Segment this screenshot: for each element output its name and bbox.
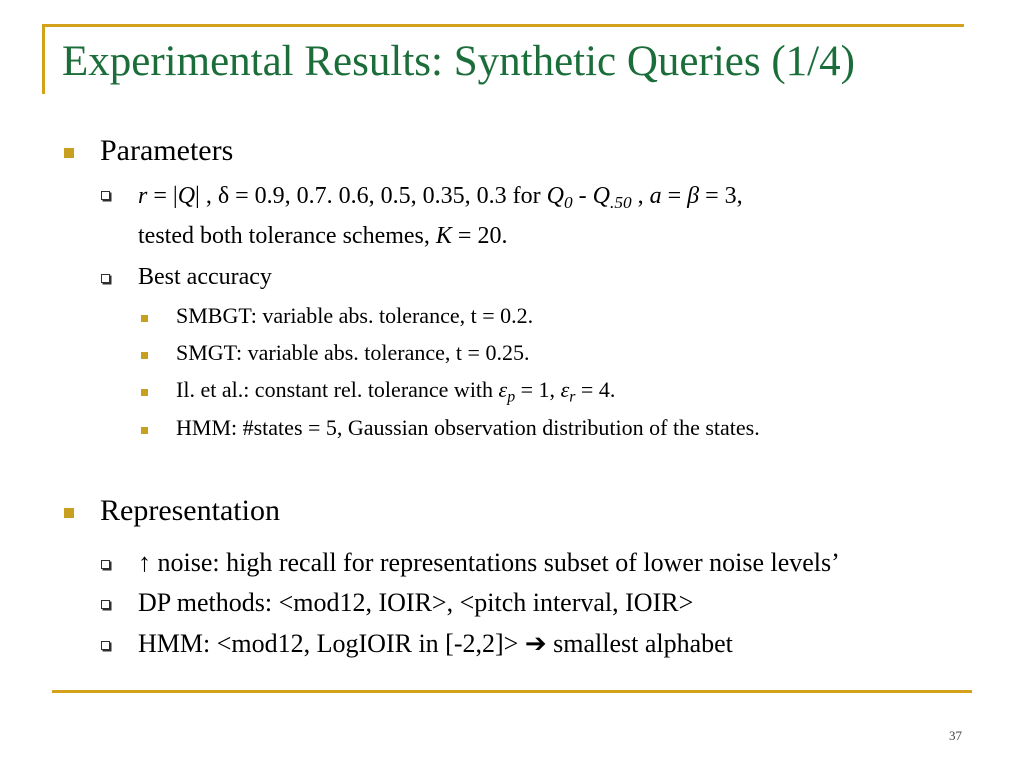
level2-bullet <box>101 274 110 283</box>
level1-bullet <box>64 148 74 158</box>
level1-bullet <box>64 508 74 518</box>
level3-bullet <box>141 315 148 322</box>
representation-item-1: ↑ noise: high recall for representations subset of lower noise levels’ <box>138 548 840 577</box>
slide-title: Experimental Results: Synthetic Queries (1/4) <box>62 38 855 85</box>
best-accuracy-smbgt: SMBGT: variable abs. tolerance, t = 0.2. <box>176 303 534 328</box>
best-accuracy-hmm: HMM: #states = 5, Gaussian observation distribution of the states. <box>176 415 760 440</box>
bottom-rule <box>52 690 972 693</box>
page-number: 37 <box>949 728 962 743</box>
parameters-heading: Parameters <box>100 134 234 167</box>
parameters-line-2: tested both tolerance schemes, K = 20. <box>138 223 508 249</box>
level2-bullet <box>101 641 110 650</box>
level2-bullet <box>101 600 110 609</box>
frame-left-rule <box>42 24 45 94</box>
representation-heading: Representation <box>100 494 280 527</box>
best-accuracy-smgt: SMGT: variable abs. tolerance, t = 0.25. <box>176 340 530 365</box>
representation-item-3: HMM: <mod12, LogIOIR in [-2,2]> ➔ smallest alphabet <box>138 629 733 658</box>
level2-bullet <box>101 191 110 200</box>
level3-bullet <box>141 427 148 434</box>
level2-bullet <box>101 560 110 569</box>
best-accuracy-il: Il. et al.: constant rel. tolerance with $\varepsilon_p = 1$, $\varepsilon_r = 4$. <box>176 377 616 406</box>
parameters-line-1: r = |Q| , δ = 0.9, 0.7. 0.6, 0.5, 0.35, 0.3 for $Q_0 - Q_{.50}$ , a = β = 3, <box>138 183 743 212</box>
best-accuracy-heading: Best accuracy <box>138 264 272 290</box>
level3-bullet <box>141 352 148 359</box>
frame-top-rule <box>42 24 964 27</box>
arrow-right-icon: ➔ <box>524 629 547 658</box>
representation-item-2: DP methods: <mod12, IOIR>, <pitch interval, IOIR> <box>138 588 694 617</box>
level3-bullet <box>141 389 148 396</box>
